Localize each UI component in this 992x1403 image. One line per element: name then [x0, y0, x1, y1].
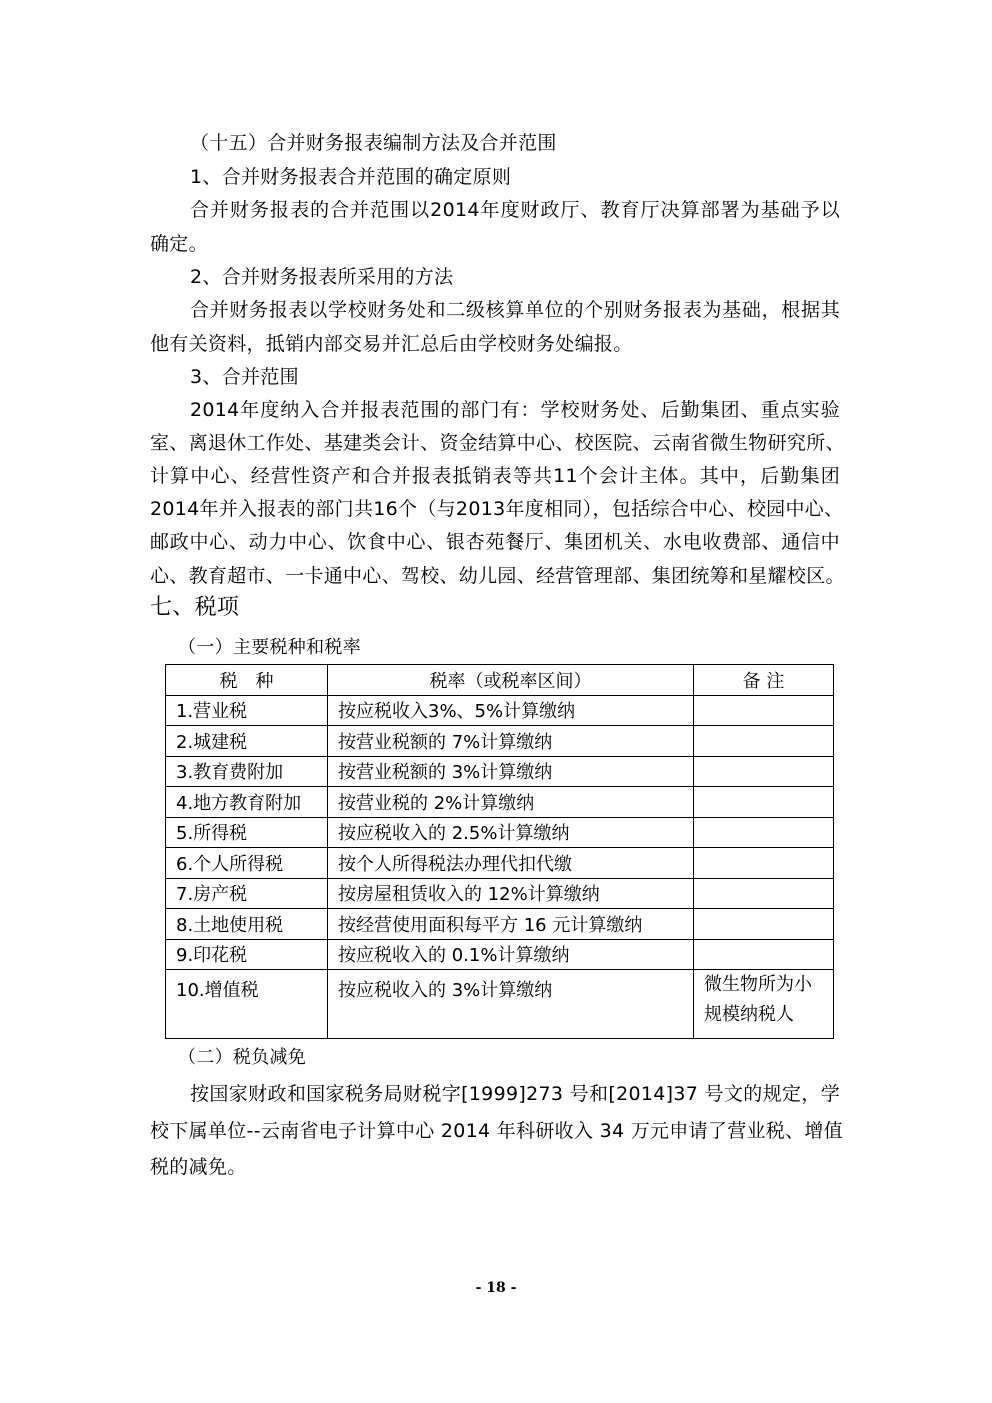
column-header-note: 备 注 — [694, 665, 834, 696]
tax-rate-cell: 按营业税额的 7%计算缴纳 — [328, 726, 694, 757]
tax-note-cell: 微生物所为小规模纳税人 — [694, 970, 834, 1039]
table-row — [166, 848, 834, 879]
tax-rate-cell: 按应税收入的 2.5%计算缴纳 — [328, 817, 694, 848]
tax-note-cell — [694, 939, 834, 970]
paragraph-3-line-5: 邮政中心、动力中心、饮食中心、银杏苑餐厅、集团机关、水电收费部、通信中 — [150, 531, 840, 553]
table-header-row — [166, 665, 834, 696]
tax-rate-cell: 按应税收入的 0.1%计算缴纳 — [328, 939, 694, 970]
tax-note-cell — [694, 726, 834, 757]
subheading-2: 2、合并财务报表所采用的方法 — [190, 266, 454, 288]
tax-name-cell: 5.所得税 — [166, 817, 328, 848]
paragraph-1-line-1: 合并财务报表的合并范围以2014年度财政厅、教育厅决算部署为基础予以 — [190, 199, 840, 221]
subheading-1: 1、合并财务报表合并范围的确定原则 — [190, 166, 512, 188]
paragraph-3-line-3: 计算中心、经营性资产和合并报表抵销表等共11个会计主体。其中，后勤集团 — [150, 465, 840, 487]
paragraph-4-line-3: 税的减免。 — [150, 1156, 247, 1178]
subheading-3: 3、合并范围 — [190, 366, 299, 388]
tax-rate-table — [165, 664, 834, 1039]
tax-note-cell — [694, 848, 834, 879]
tax-rate-cell: 按经营使用面积每平方 16 元计算缴纳 — [328, 909, 694, 940]
page-number: - 18 - — [475, 1280, 517, 1296]
column-header-rate: 税率（或税率区间） — [328, 665, 694, 696]
tax-note-cell — [694, 878, 834, 909]
section-heading-15: （十五）合并财务报表编制方法及合并范围 — [190, 132, 557, 154]
tax-rate-cell: 按应税收入的 3%计算缴纳 — [328, 970, 694, 1039]
table-row — [166, 726, 834, 757]
paragraph-2-line-1: 合并财务报表以学校财务处和二级核算单位的个别财务报表为基础，根据其 — [190, 299, 840, 321]
table-row — [166, 787, 834, 818]
table-row — [166, 817, 834, 848]
tax-name-cell: 6.个人所得税 — [166, 848, 328, 879]
table-row — [166, 756, 834, 787]
tax-note-cell — [694, 756, 834, 787]
subheading-tax-relief: （二）税负减免 — [178, 1047, 307, 1068]
paragraph-4-line-1: 按国家财政和国家税务局财税字[1999]273 号和[2014]37 号文的规定，学 — [190, 1083, 840, 1105]
tax-name-cell: 7.房产税 — [166, 878, 328, 909]
section-heading-7: 七、税项 — [150, 595, 240, 620]
tax-name-cell: 1.营业税 — [166, 695, 328, 726]
table-row — [166, 970, 834, 1039]
paragraph-4-line-2: 校下属单位--云南省电子计算中心 2014 年科研收入 34 万元申请了营业税、增值 — [150, 1120, 844, 1142]
tax-note-cell — [694, 695, 834, 726]
tax-name-cell: 8.土地使用税 — [166, 909, 328, 940]
paragraph-1-line-2: 确定。 — [150, 233, 208, 255]
tax-rate-cell: 按营业税额的 3%计算缴纳 — [328, 756, 694, 787]
tax-rate-cell: 按房屋租赁收入的 12%计算缴纳 — [328, 878, 694, 909]
tax-name-cell: 2.城建税 — [166, 726, 328, 757]
tax-rate-cell: 按营业税的 2%计算缴纳 — [328, 787, 694, 818]
paragraph-3-line-6: 心、教育超市、一卡通中心、驾校、幼儿园、经营管理部、集团统筹和星耀校区。 — [150, 565, 845, 587]
tax-rate-cell: 按个人所得税法办理代扣代缴 — [328, 848, 694, 879]
tax-note-cell — [694, 817, 834, 848]
paragraph-2-line-2: 他有关资料，抵销内部交易并汇总后由学校财务处编报。 — [150, 333, 633, 355]
paragraph-3-line-4: 2014年并入报表的部门共16个（与2013年度相同），包括综合中心、校园中心、 — [150, 498, 844, 520]
tax-name-cell: 3.教育费附加 — [166, 756, 328, 787]
tax-note-cell — [694, 909, 834, 940]
column-header-tax-type: 税 种 — [166, 665, 328, 696]
tax-name-cell: 10.增值税 — [166, 970, 328, 1039]
table-row — [166, 695, 834, 726]
tax-note-cell — [694, 787, 834, 818]
table-row — [166, 909, 834, 940]
tax-rate-cell: 按应税收入3%、5%计算缴纳 — [328, 695, 694, 726]
paragraph-3-line-1: 2014年度纳入合并报表范围的部门有：学校财务处、后勤集团、重点实验 — [190, 399, 840, 421]
table-row — [166, 878, 834, 909]
subheading-tax-types: （一）主要税种和税率 — [178, 637, 361, 658]
table-row — [166, 939, 834, 970]
tax-name-cell: 9.印花税 — [166, 939, 328, 970]
tax-name-cell: 4.地方教育附加 — [166, 787, 328, 818]
paragraph-3-line-2: 室、离退休工作处、基建类会计、资金结算中心、校医院、云南省微生物研究所、 — [150, 432, 845, 454]
